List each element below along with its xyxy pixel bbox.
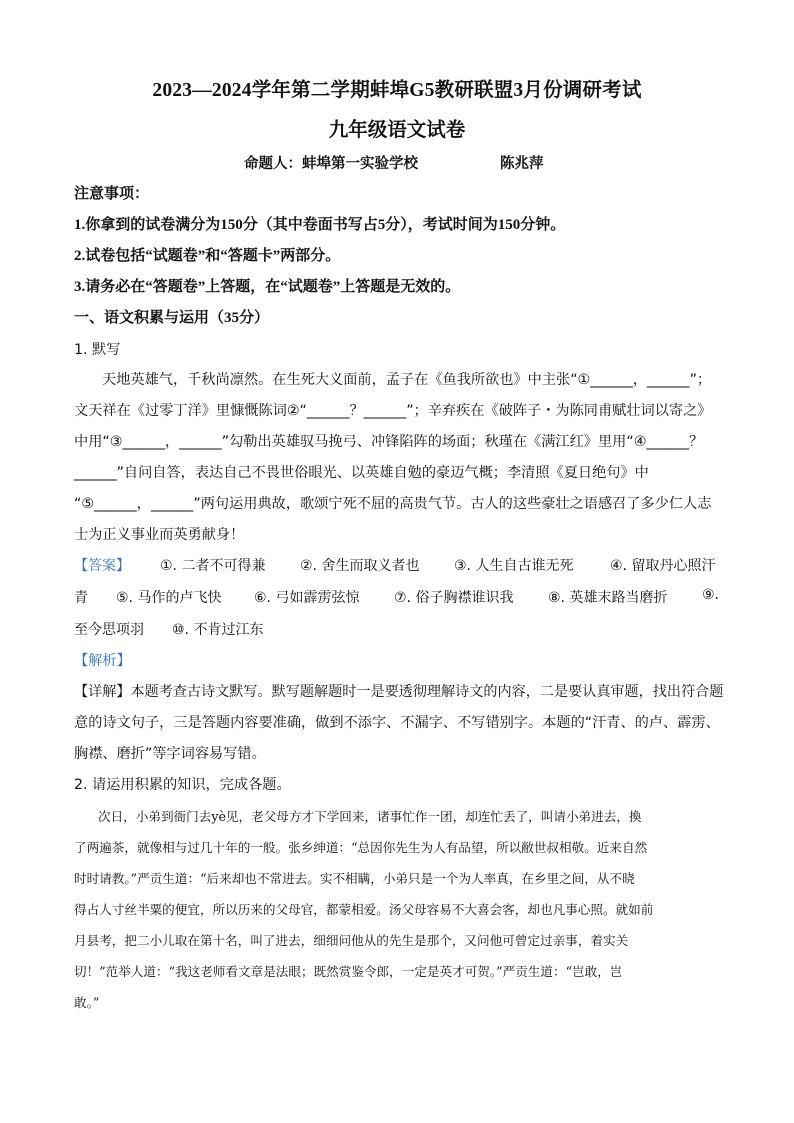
answer-item: 青 [74,590,88,606]
author-name: 陈兆萍 [500,156,544,172]
question-text-line: 文天祥在《过零丁洋》里慷慨陈词②“______？______”；辛弃疾在《破阵子・为陈同甫赋壮词以寄之》 [74,403,712,419]
section-heading: 一、语文积累与运用（35分） [74,310,270,326]
answer-item: ⑧. 英雄末路当磨折 [548,590,668,606]
author-label: 命题人：蚌埠第一实验学校 [244,156,418,172]
question-text-line: “⑤______，______”两句运用典故，歌颂宁死不屈的高贵气节。古人的这些豪壮之语感召了多少仁人志 [74,496,712,512]
answer-item: ④. 留取丹心照汗 [610,558,716,574]
exam-title: 2023—2024学年第二学期蚌埠G5教研联盟3月份调研考试 [152,80,642,101]
note-item: 2.试卷包括“试题卷”和“答题卡”两部分。 [74,248,341,264]
answer-item: ②. 舍生而取义者也 [300,558,420,574]
note-item: 1.你拿到的试卷满分为150分（其中卷面书写占5分），考试时间为150分钟。 [74,217,566,233]
answer-row [74,619,724,641]
passage-line: 切！”范举人道：“我这老师看文章是法眼；既然赏鉴令郎，一定是英才可贺。”严贡生道：“岂敢，岂 [74,964,623,979]
question-text-line: 天地英雄气，千秋尚凛然。在生死大义面前，孟子在《鱼我所欲也》中主张“①______，______”； [102,372,712,388]
passage-line: 月县考，把二小儿取在第十名，叫了进去，细细问他从的先生是那个，又问他可曾定过亲事，着实关 [74,933,629,948]
passage-line: 了两遍茶，就像相与过几十年的一般。张乡绅道：“总因你先生为人有品望，所以敝世叔相敬。近来自然 [74,840,648,855]
question-text-line: 士为正义事业而英勇献身！ [74,527,245,543]
answer-item: ⑤. 马作的卢飞快 [116,590,222,606]
notes-heading: 注意事项： [74,186,150,202]
answer-item: ⑨. [702,587,720,603]
question-label: 2. 请运用积累的知识，完成各题。 [74,777,291,793]
passage-line: 次日，小弟到衙门去yè见，老父母方才下学回来，诸事忙作一团，却连忙丢了，叫请小弟进去，換 [98,809,642,824]
answer-item: ⑥. 弓如霹雳弦惊 [254,590,360,606]
question-label: 1. 默写 [74,342,121,358]
passage-line: 时时请教。”严贡生道：“后来却也不常进去。实不相瞒，小弟只是一个为人率真，在乡里之间，从不晓 [74,871,635,886]
answer-item: ③. 人生自古谁无死 [454,558,574,574]
exam-subtitle: 九年级语文试卷 [328,120,466,141]
passage-line: 得占人寸丝半粟的便宜，所以历来的父母官，都蒙相爱。汤父母容易不大喜会客，却也凡事心照。就如前 [74,902,654,917]
answer-item: ①. 二者不可得兼 [160,558,266,574]
answer-row [74,587,724,609]
note-item: 3.请务必在“答题卷”上答题，在“试题卷”上答题是无效的。 [74,279,461,295]
detail-line: 意的诗文句子，三是答题内容要准确，做到不添字、不漏字、不写错别字。本题的“汗青、的卢、霹雳、 [74,715,720,731]
detail-line: 胸襟、磨折”等字词容易写错。 [74,746,266,762]
answer-item: 至今思项羽 [74,622,144,638]
passage-line: 敢。” [74,995,100,1010]
answer-item: ⑦. 俗子胸襟谁识我 [394,590,514,606]
analysis-tag: 【解析】 [74,653,131,669]
detail-line: 【详解】本题考查古诗文默写。默写题解题时一是要透彻理解诗文的内容，二是要认真审题，找出符合题 [74,684,724,700]
answer-row [74,555,724,577]
answer-item: ⑩. 不肯过江东 [172,622,264,638]
answer-tag: 【答案】 [74,558,130,574]
question-text-line: ______”自问自答，表达自己不畏世俗眼光、以英雄自勉的豪迈气概；李清照《夏日绝句》中 [74,465,649,481]
question-text-line: 中用“③______，______”勾勒出英雄驭马挽弓、冲锋陷阵的场面；秋瑾在《满江红》里用“④______？ [74,434,704,450]
